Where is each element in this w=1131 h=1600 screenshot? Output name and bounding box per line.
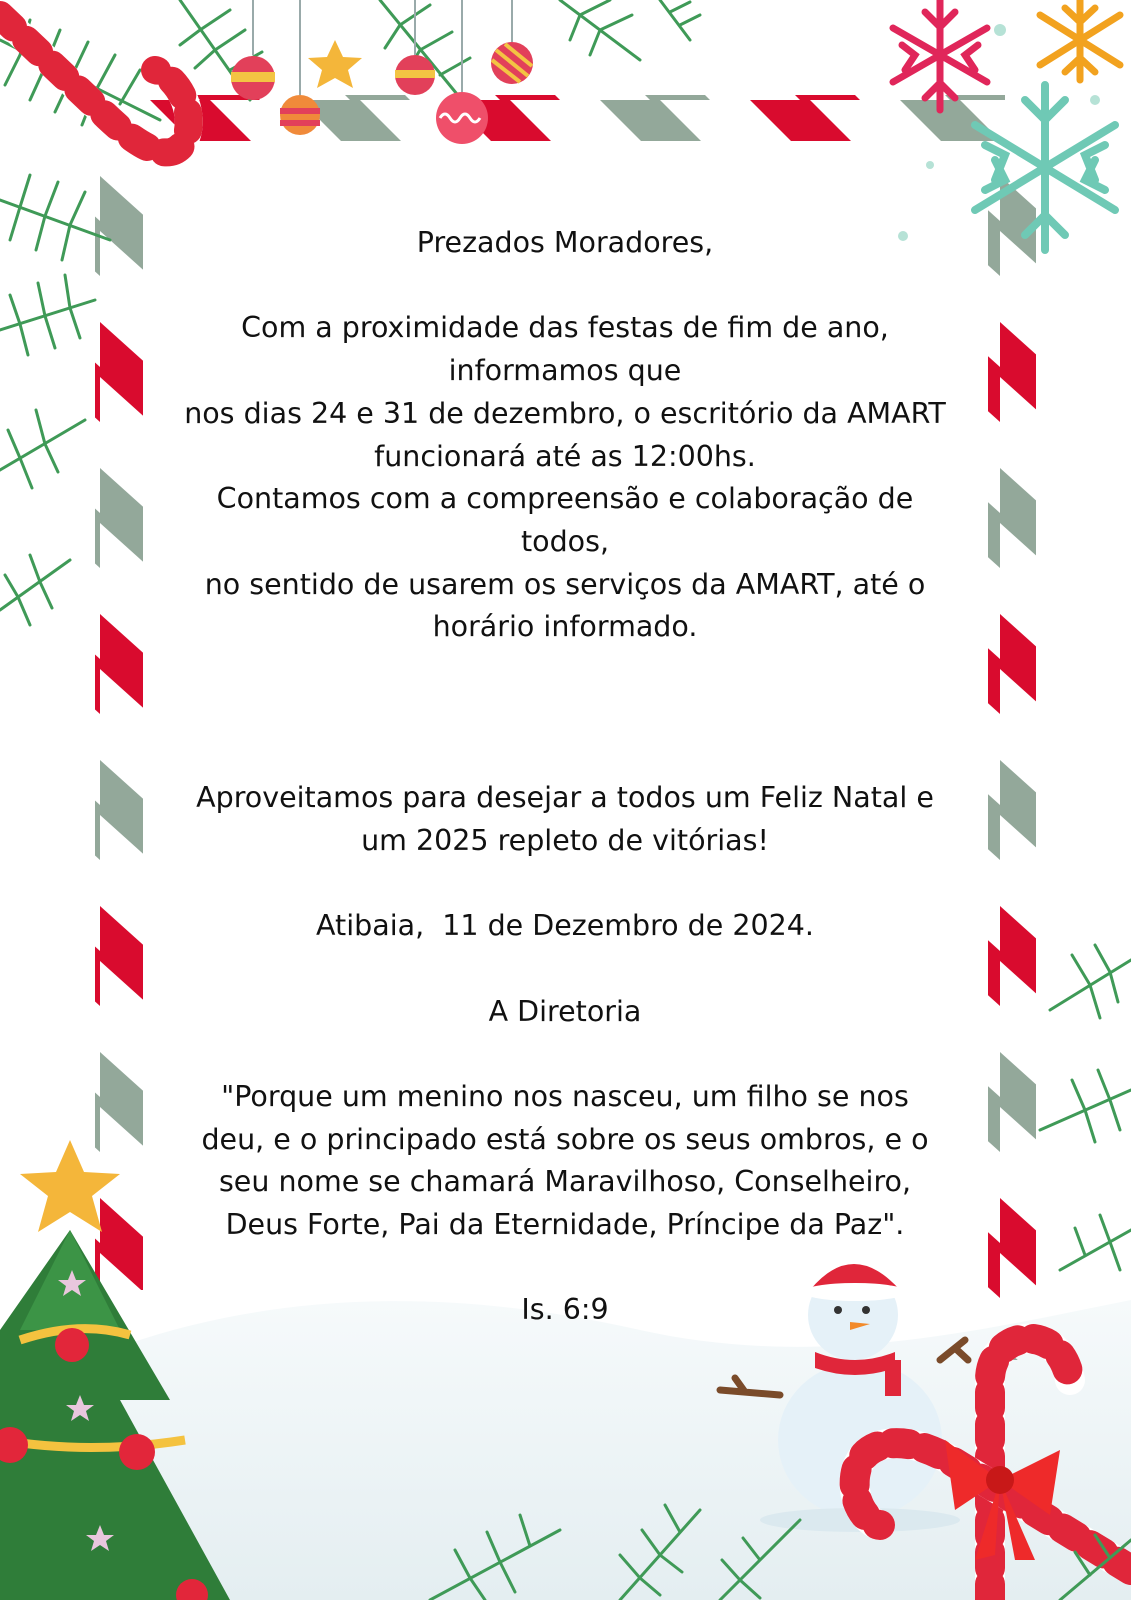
- greeting: Prezados Moradores,: [416, 226, 714, 259]
- body-line: funcionará até as 12:00hs.: [374, 439, 756, 473]
- wishes-line: Aproveitamos para desejar a todos um Feliz Natal e: [196, 781, 934, 815]
- wishes-line: um 2025 repleto de vitórias!: [361, 823, 769, 857]
- body-line: horário informado.: [432, 610, 698, 644]
- quote-reference: Is. 6:9: [521, 1293, 609, 1327]
- place-date: Atibaia, 11 de Dezembro de 2024.: [316, 909, 814, 943]
- body-line: informamos que: [448, 354, 682, 388]
- gold-star-top: [308, 40, 362, 88]
- snowflake-pink: [893, 0, 987, 110]
- quote-line: deu, e o principado está sobre os seus ombros, e o: [201, 1122, 929, 1156]
- pine-branches-right: [1040, 945, 1131, 1270]
- body-line: nos dias 24 e 31 de dezembro, o escritório da AMART: [184, 396, 946, 430]
- body-line: Contamos com a compreensão e colaboração de: [216, 482, 914, 516]
- frame-right-border: [988, 150, 1036, 1360]
- snowflake-orange: [1040, 0, 1120, 80]
- frame-top-border: [125, 95, 1005, 141]
- body-line: Com a proximidade das festas de fim de ano,: [241, 311, 889, 345]
- quote-line: Deus Forte, Pai da Eternidade, Príncipe da Paz".: [225, 1208, 905, 1241]
- quote-line: seu nome se chamará Maravilhoso, Conselheiro,: [218, 1165, 912, 1199]
- frame-left-border: [95, 170, 143, 1290]
- bible-quote: [170, 1076, 960, 1247]
- signature: A Diretoria: [488, 994, 642, 1028]
- wishes-paragraph: [170, 777, 960, 862]
- quote-line: "Porque um menino nos nasceu, um filho se nos: [221, 1079, 909, 1113]
- body-line: todos,: [520, 524, 610, 558]
- body-line: no sentido de usarem os serviços da AMART, até o: [204, 567, 926, 601]
- body-paragraph: [170, 307, 960, 649]
- announcement-letter: [170, 222, 960, 1332]
